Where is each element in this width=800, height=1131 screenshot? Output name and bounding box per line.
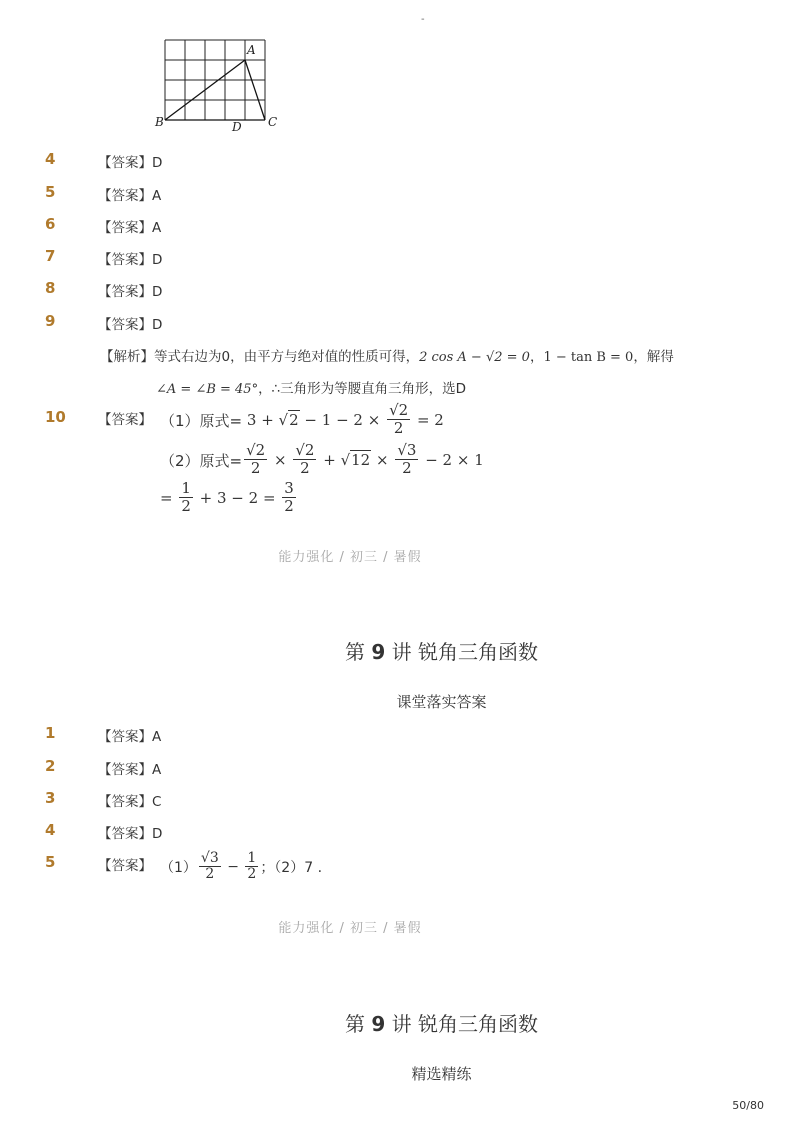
answer-value: D [152,155,163,171]
analysis-line-1 [100,345,674,365]
label-c: C [268,115,278,129]
answer-line [98,313,162,333]
q10-part2-result: = $\frac{1}{2}$ + 3 − 2 = $\frac{3}{2}$ [160,479,294,516]
answer-value: D [152,317,163,333]
part-label: （1）原式= [160,411,243,430]
answer-value: D [152,252,163,268]
chapter-prefix: 第 [345,1012,365,1036]
analysis-text: ，解得 [633,349,674,365]
answer-tag: 【答案】 [98,794,152,810]
fraction: $\frac{3}{2}$ [284,479,294,516]
section-subtitle: 精选精练 [411,1065,472,1083]
analysis-tag: 【解析】 [100,349,154,365]
q10-part1: （1）原式= 3 + √2 − 1 − 2 × $\frac{√2}{2}$ = 2 [160,401,444,438]
question-number: 1 [45,724,56,742]
segment-ac [245,60,265,120]
answer-tag: 【答案】 [98,188,152,204]
analysis-text: 等式右边为0，由平方与绝对值的性质可得， [154,349,420,365]
fraction: $\frac{√2}{2}$ [389,401,409,438]
answer-value: A [152,220,162,236]
question-number: 9 [45,312,56,330]
answer-value: A [152,729,162,745]
chapter-prefix: 第 [345,640,365,664]
answer-tag: 【答案】 [98,284,152,300]
question-number: 4 [45,150,56,168]
part-label: （1） [160,860,197,876]
answer-tag: 【答案】 [98,220,152,236]
chapter-heading [0,636,800,665]
section-subtitle: 课堂落实答案 [396,693,487,711]
question-number: 7 [45,247,56,265]
answer-value: C [152,794,162,810]
answer-value: D [152,284,163,300]
fraction: $\frac{1}{2}$ [247,850,257,883]
fraction: $\frac{√3}{2}$ [200,850,219,883]
chapter-title: 讲 锐角三角函数 [391,1012,538,1036]
page-number: 50/80 [732,1099,764,1112]
answer-value: D [152,826,163,842]
analysis-expr-angles: ∠A = ∠B = 45° [156,382,259,397]
analysis-text: ，∴三角形为等腰直角三角形，选D [258,381,467,397]
chapter-number: 9 [371,640,386,664]
question-number: 10 [45,408,66,426]
label-a: A [247,43,256,57]
analysis-line-2 [156,377,466,397]
answer-line [98,216,161,236]
part-label: （2）原式= [160,451,243,470]
answer-line [98,248,162,268]
answer-tag: 【答案】 [98,317,152,333]
question-number: 6 [45,215,56,233]
answer-line [98,184,161,204]
question-number: 3 [45,789,56,807]
answer-tag: 【答案】 [98,826,152,842]
fraction: $\frac{1}{2}$ [181,479,191,516]
part-label: ；（2）7 . [260,860,323,876]
question-number: 5 [45,853,56,871]
answer-line [98,822,162,842]
question-number: 8 [45,279,56,297]
grid-triangle-figure [150,34,285,144]
answer-tag: 【答案】 [98,155,152,171]
top-mark: - [421,14,425,25]
answer-value: A [152,188,162,204]
fraction: $\frac{√2}{2}$ [246,441,266,478]
fraction: $\frac{√2}{2}$ [295,441,315,478]
analysis-expr-tan: 1 − tan B = 0 [543,350,634,365]
answer-tag: 【答案】 [98,729,152,745]
grid-svg [150,34,285,144]
answer-tag: 【答案】 [98,762,152,778]
analysis-separator: ， [529,349,544,365]
label-b: B [155,115,164,129]
answer-line [98,758,161,778]
label-d: D [232,120,242,134]
page-footer: 能力强化 / 初三 / 暑假 [278,921,422,936]
q5-answer: （1） $\frac{√3}{2}$ − $\frac{1}{2}$ ；（2）7 . [160,850,323,883]
question-number: 5 [45,183,56,201]
page-footer: 能力强化 / 初三 / 暑假 [278,550,422,565]
answer-line [98,151,162,171]
chapter-title: 讲 锐角三角函数 [391,640,538,664]
q10-part2: （2）原式= $\frac{√2}{2}$ × $\frac{√2}{2}$ + √12 × $\frac{√3}{2}$ − 2 × 1 [160,441,484,478]
fraction: $\frac{√3}{2}$ [397,441,417,478]
answer-line [98,280,162,300]
question-number: 2 [45,757,56,775]
question-number: 4 [45,821,56,839]
answer-value: A [152,762,162,778]
answer-tag: 【答案】 [98,252,152,268]
answer-line [98,725,161,745]
answer-tag: 【答案】 [98,412,152,428]
answer-line [98,790,161,810]
analysis-expr-cos: 2 cos A − √2 = 0 [419,350,530,365]
chapter-number: 9 [371,1012,386,1036]
chapter-heading [0,1008,800,1037]
answer-tag: 【答案】 [98,858,152,874]
